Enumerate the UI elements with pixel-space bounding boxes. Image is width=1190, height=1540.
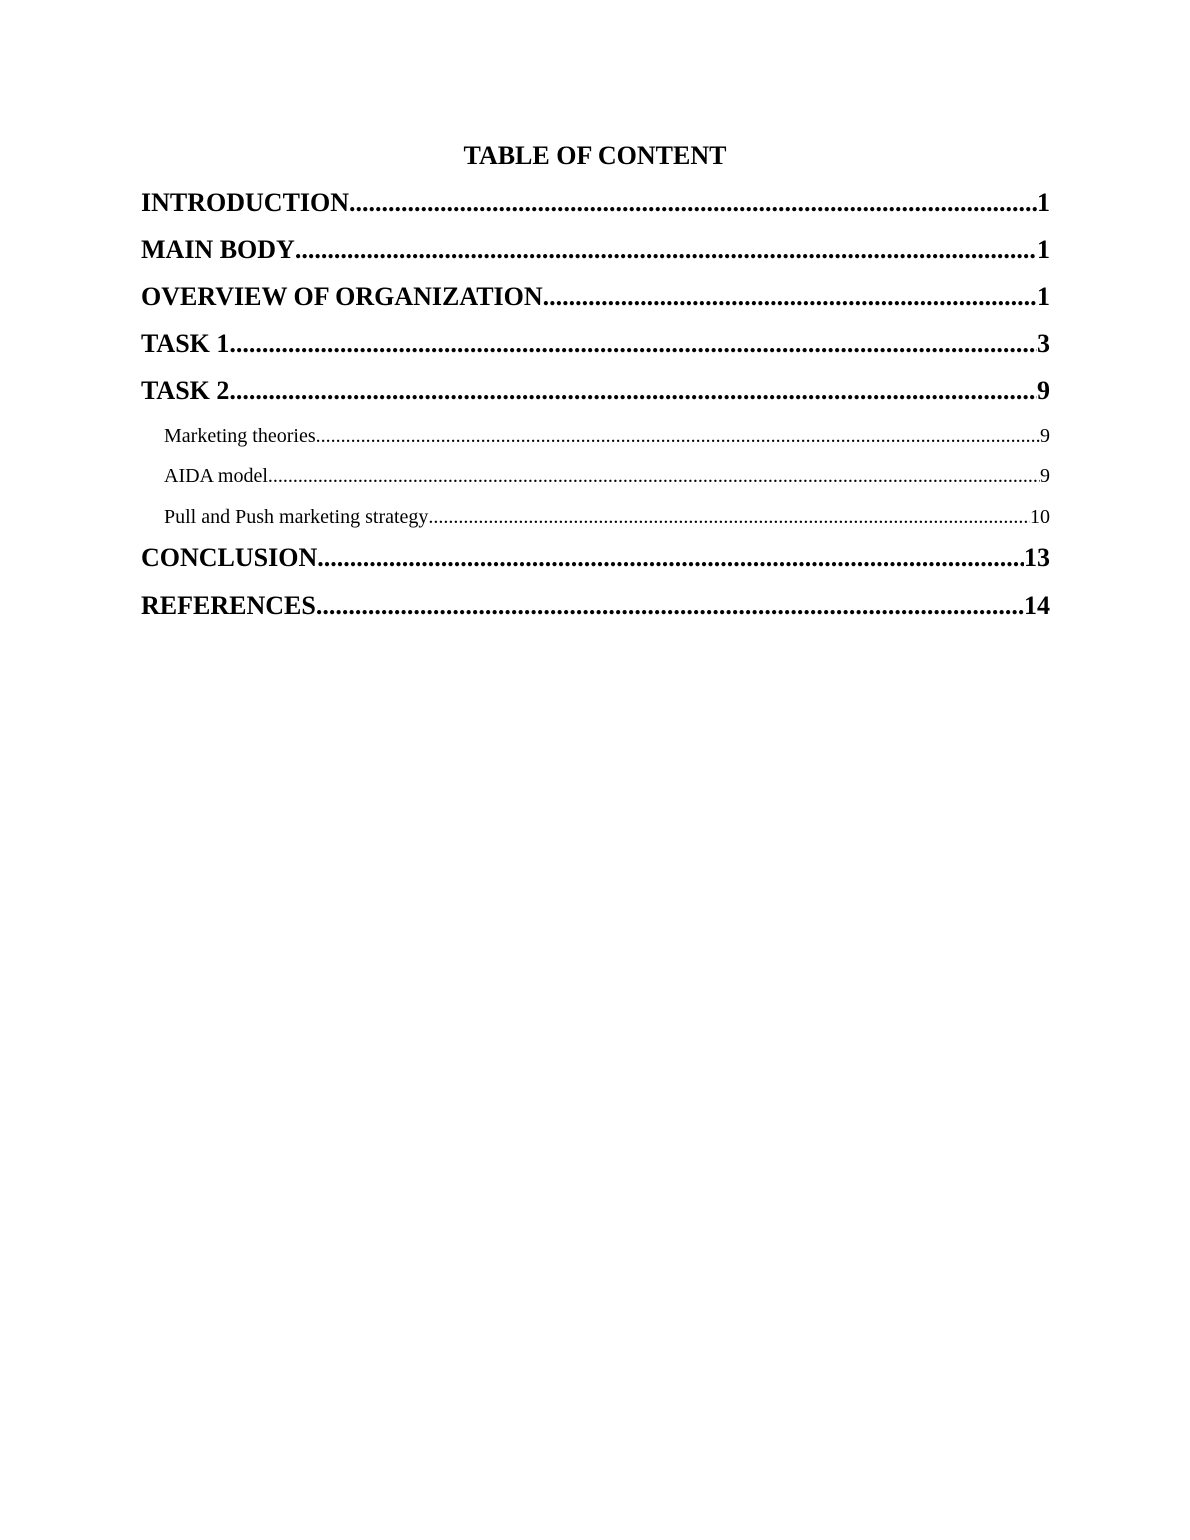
toc-leader-dots (316, 423, 1040, 449)
toc-page-number: 9 (1037, 376, 1050, 405)
toc-title: TABLE OF CONTENT (463, 141, 727, 170)
toc-page-number: 1 (1037, 235, 1050, 264)
toc-leader-dots (317, 542, 1024, 574)
toc-page-number: 9 (1040, 425, 1050, 447)
toc-entry-marketing-theories[interactable] (164, 423, 1050, 449)
toc-entry-label: REFERENCES (141, 591, 316, 620)
toc-entry-label: CONCLUSION (141, 543, 318, 572)
toc-page-number: 1 (1037, 188, 1050, 217)
toc-entry-label: OVERVIEW OF ORGANIZATION (141, 282, 543, 311)
toc-page-number: 1 (1037, 282, 1050, 311)
toc-page-number: 10 (1030, 506, 1050, 528)
toc-leader-dots (229, 375, 1037, 407)
toc-entry-references[interactable] (141, 590, 1050, 622)
toc-entry-label: Pull and Push marketing strategy (164, 506, 429, 528)
toc-entry-pull-and-push-marketing-strategy[interactable] (164, 504, 1050, 530)
toc-entry-label: AIDA model (164, 465, 268, 487)
toc-page-number: 14 (1024, 591, 1050, 620)
toc-leader-dots (295, 234, 1037, 266)
toc-page-number: 3 (1037, 329, 1050, 358)
toc-leader-dots (316, 590, 1024, 622)
toc-leader-dots (543, 281, 1037, 313)
toc-leader-dots (428, 504, 1030, 530)
toc-entry-label: TASK 1 (141, 329, 230, 358)
toc-leader-dots (229, 328, 1037, 360)
toc-entry-label: Marketing theories (164, 425, 316, 447)
toc-entry-task-1[interactable] (141, 328, 1050, 360)
toc-entry-aida-model[interactable] (164, 463, 1050, 489)
toc-page-number: 9 (1040, 465, 1050, 487)
toc-entry-main-body[interactable] (141, 234, 1050, 266)
toc-entry-conclusion[interactable] (141, 542, 1050, 574)
toc-entry-introduction[interactable] (141, 187, 1050, 219)
toc-entry-label: MAIN BODY (141, 235, 295, 264)
toc-leader-dots (268, 463, 1040, 489)
toc-entry-label: INTRODUCTION (141, 188, 350, 217)
toc-entry-task-2[interactable] (141, 375, 1050, 407)
toc-entry-label: TASK 2 (141, 376, 230, 405)
toc-leader-dots (349, 187, 1037, 219)
toc-entry-overview-of-organization[interactable] (141, 281, 1050, 313)
toc-page-number: 13 (1024, 543, 1050, 572)
